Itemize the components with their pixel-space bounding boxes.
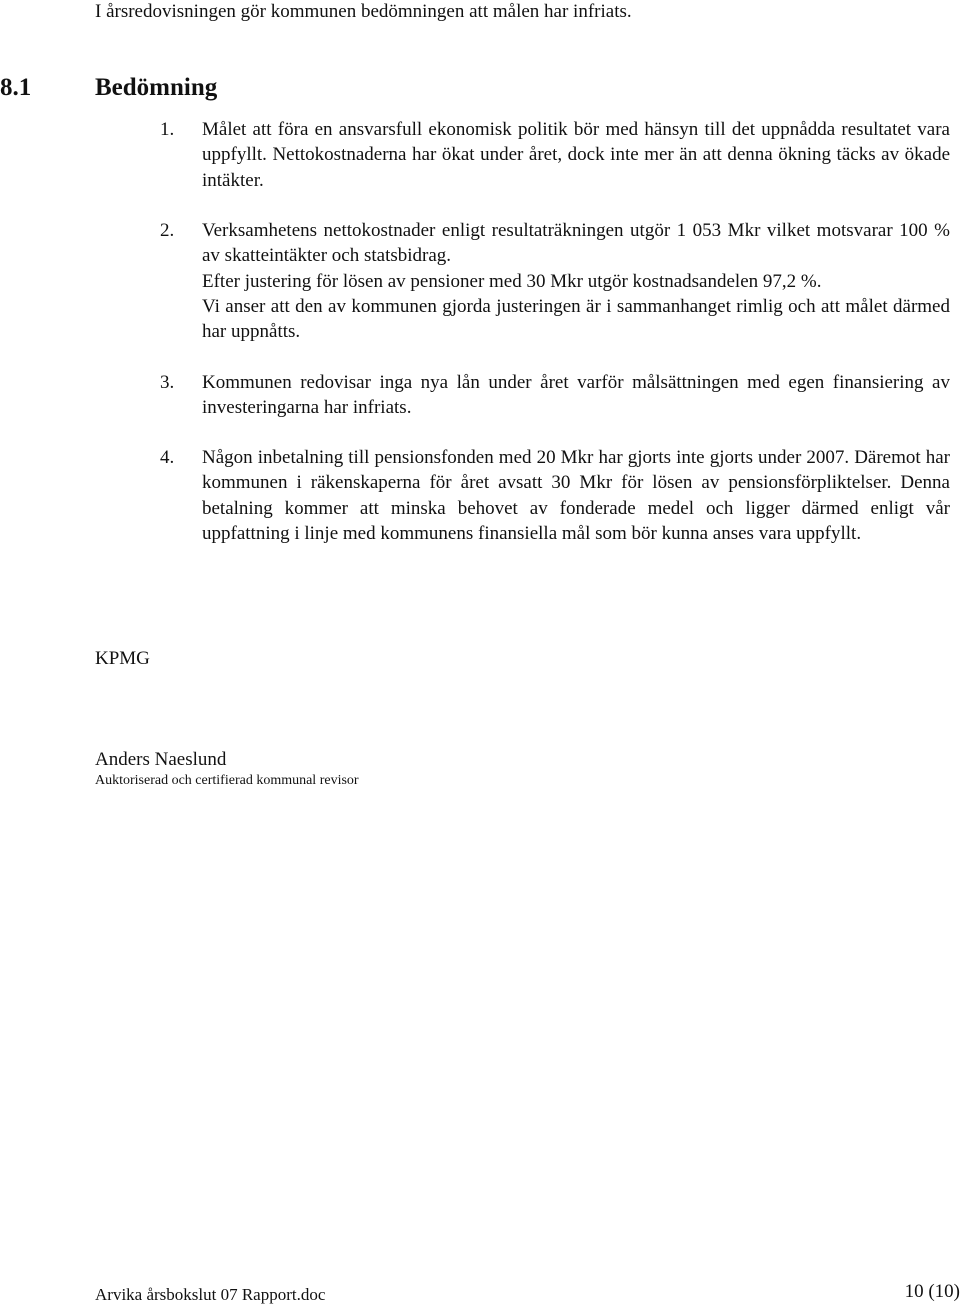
item-paragraph: Efter justering för lösen av pensioner med 30 Mkr utgör kostnadsandelen 97,2 %. — [202, 270, 822, 292]
item-paragraph: Vi anser att den av kommunen gjorda justeringen är i sammanhanget rimlig och att målet därmed har uppnåtts. — [202, 295, 950, 343]
list-item — [160, 218, 950, 348]
item-number: 2. — [160, 220, 175, 241]
list-item — [160, 117, 950, 197]
footer-page-number: 10 (10) — [904, 1281, 960, 1302]
list-item — [160, 370, 950, 425]
item-body — [202, 445, 950, 546]
item-number: 3. — [160, 372, 175, 393]
signer-name: Anders Naeslund — [95, 749, 227, 770]
item-paragraph: Målet att föra en ansvarsfull ekonomisk politik bör med hänsyn till det uppnådda resultatet vara uppfyllt. Nettokostnaderna har ökat under året, dock inte mer än att denna ökning täcks av ökade intäkter. — [202, 119, 950, 191]
item-number: 1. — [160, 119, 175, 140]
item-body — [202, 117, 950, 193]
organization-name: KPMG — [95, 648, 150, 669]
section-number: 8.1 — [0, 74, 32, 101]
item-paragraph: Kommunen redovisar inga nya lån under året varför målsättningen med egen finansiering av investeringarna har infriats. — [202, 372, 950, 419]
item-number: 4. — [160, 447, 175, 468]
signer-title: Auktoriserad och certifierad kommunal revisor — [95, 773, 359, 788]
item-body — [202, 218, 950, 344]
intro-text: I årsredovisningen gör kommunen bedömningen att målen har infriats. — [95, 1, 632, 22]
item-paragraph: Någon inbetalning till pensionsfonden med 20 Mkr har gjorts inte gjorts under 2007. Däremot har kommunen i räkenskaperna för året avsatt 30 Mkr för lösen av pensionsförpliktelser. Denna betalning kommer att minska behovet av fonderade medel och ligger därmed enligt vår uppfattning i linje med kommunens finansiella mål som bör kunna anses vara uppfyllt. — [202, 447, 950, 544]
item-paragraph: Verksamhetens nettokostnader enligt resultaträkningen utgör 1 053 Mkr vilket motsvarar 100 % av skatteintäkter och statsbidrag. — [202, 220, 950, 267]
section-title: Bedömning — [95, 74, 218, 101]
item-body — [202, 370, 950, 421]
footer-filename: Arvika årsbokslut 07 Rapport.doc — [95, 1285, 326, 1304]
list-item — [160, 445, 950, 575]
